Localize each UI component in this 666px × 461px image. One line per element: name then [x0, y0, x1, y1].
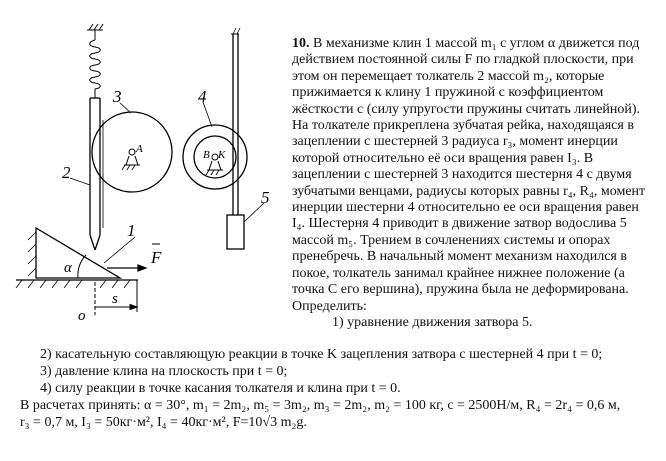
problem-statement — [292, 36, 654, 331]
params-line-2: r₃ = 0,7 м, I₃ = 50кг·м², I₄ = 40кг·м², F=10√3 m₂g. — [20, 415, 307, 430]
task-1: 1) уравнение движения затвора 5. — [332, 314, 533, 330]
task-list — [20, 346, 660, 431]
label-gear-3: 3 — [113, 87, 122, 106]
problem-number: 10. — [292, 36, 310, 51]
problem-paragraph: В механизме клин 1 массой m₁ с углом α движется под действием постоянной силы F по гладкой плоскости, при этом он перемещает толкатель 2 массой m₂, которые прижимается к клину 1 пружиной с коэффициентом жёсткости c (силу упругости пружины считать линейной). На толкателе прикреплена зубчатая рейка, находящаяся в зацеплении с шестерней 3 радиуса r₃, момент инерции которой относительно её оси вращения равен I₃. В зацеплении с шестерней 3 находится шестерня 4 с двумя зубчатыми венцами, радиусы которых равны r₄, R₄, момент инерции шестерни 4 относительно ее оси вращения равен I₄. Шестерня 4 приводит в движение затвор водослива 5 массой m₅. Трением в сочленениях системы и опорах пренебречь. В начальный момент механизм находился в покое, толкатель занимал крайнее нижнее положение (а точка С его вершина), пружина была не деформирована. Определить: — [292, 36, 646, 314]
ground-plane — [16, 280, 138, 288]
spring — [90, 40, 101, 98]
label-point-a: A — [136, 143, 143, 155]
task-3: 3) давление клина на плоскость при t = 0; — [40, 364, 288, 379]
label-point-k: K — [218, 149, 226, 161]
label-gear-4: 4 — [198, 87, 207, 106]
angle-arc — [78, 255, 86, 278]
task-2: 2) касательную составляющую реакции в точке K зацепления затвора с шестерней 4 при t = 0; — [40, 347, 603, 362]
params-line-1: В расчетах принять: α = 30°, m₁ = 2m₂, m₅ = 3m₂, m₃ = 2m₂, m₂ = 100 кг, c = 2500Н/м, R₄ = 2r₄ = 0,6 м, — [20, 398, 621, 413]
label-point-b: B — [203, 149, 210, 161]
pusher-rod — [90, 98, 103, 250]
label-wedge-1: 1 — [127, 221, 136, 240]
label-force-f: F — [151, 248, 162, 267]
wedge-1 — [28, 228, 120, 278]
label-distance-s: s — [112, 291, 118, 307]
spring-ceiling-support — [87, 24, 103, 40]
label-gate-5: 5 — [261, 188, 270, 207]
task-4: 4) силу реакции в точке касания толкателя и клина при t = 0. — [40, 381, 401, 396]
gear-3 — [92, 112, 172, 192]
label-origin-o: o — [78, 308, 86, 324]
label-angle-alpha: α — [64, 260, 72, 276]
label-pusher-2: 2 — [62, 163, 71, 182]
